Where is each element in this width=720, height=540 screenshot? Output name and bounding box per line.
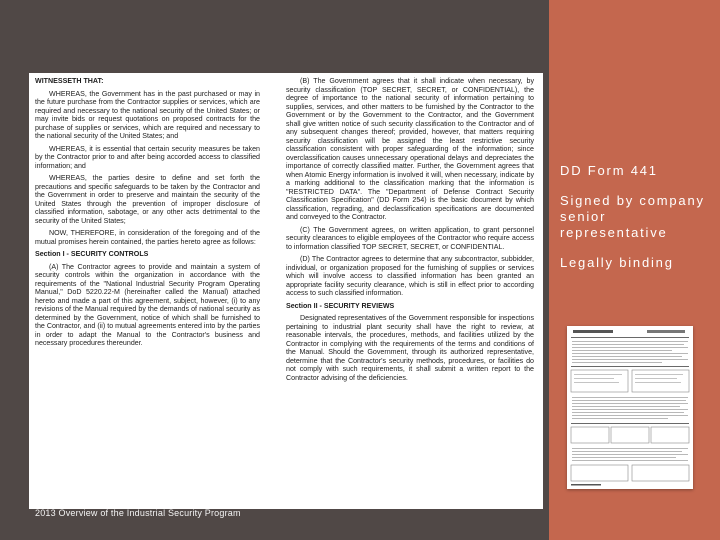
whereas-paragraph-1: WHEREAS, the Government has in the past purchased or may in the future purchase from the Contractor supplies or services, which are required and necessary to the national security of the United States; or may invite bids or request quotations on proposed contracts for the purchase of supplies or services, which are required and necessary to the national security of the United States; and	[35, 89, 260, 140]
section-1-paragraph: (A) The Contractor agrees to provide and maintain a system of security controls within the organization in accordance with the requirements of the "National Industrial Security Program Operating Manual," DoD 5220.22-M (hereinafter called the Manual) attached hereto and made a part of this agreement, subject, however, (i) to any revisions of the Manual required by the demands of national security as determined by the Government, notice of which shall be furnished to the Contractor, and (ii) to mutual agreements entered into by the parties in order to adapt the Manual to the Contractor's business and necessary procedures thereunder.	[35, 262, 260, 347]
witnesseth-heading: WITNESSETH THAT:	[35, 77, 104, 85]
therefore-paragraph: NOW, THEREFORE, in consideration of the foregoing and of the mutual promises herein contained, the parties hereto agree as follows:	[35, 229, 260, 246]
dd-form-thumbnail-graphic	[567, 326, 693, 489]
whereas-paragraph-2: WHEREAS, it is essential that certain security measures be taken by the Contractor prior to and after being accorded access to classified information; and	[35, 144, 260, 170]
dd-form-441-thumbnail-icon	[567, 326, 693, 489]
bullet-legally-binding: Legally binding	[560, 255, 674, 270]
footer-text: 2013 Overview of the Industrial Security Program	[35, 508, 241, 518]
document-right-column	[286, 77, 534, 386]
bullet-list	[560, 163, 710, 285]
bullet-signed-by-representative: Signed by company senior representative	[560, 193, 705, 240]
whereas-paragraph-3: WHEREAS, the parties desire to define and set forth the precautions and specific safeguards to be taken by the Contractor and the Government in order to preserve and maintain the security of the United States through the prevention of improper disclosure of classified information, sabotage, or any other acts detrimental to the security of the United States;	[35, 174, 260, 225]
section-2-heading: Section II - SECURITY REVIEWS	[286, 301, 395, 310]
paragraph-c: (C) The Government agrees, on written application, to grant personnel security clearances to eligible employees of the Contractor who require access to information classified TOP SECRET, SECRET, or CONFIDENTIAL.	[286, 225, 534, 251]
bullet-dd-form-441: DD Form 441	[560, 163, 658, 178]
section-1-heading: Section I - SECURITY CONTROLS	[35, 250, 149, 258]
section-2-paragraph: Designated representatives of the Government responsible for inspections pertaining to industrial plant security shall have the right to review, at reasonable intervals, the procedures, methods, and facilities utilized by the Contractor in complying with the requirements of the terms and conditions of the Manual. Should the Government, through its authorized representative, determine that the Contractor's security methods, procedures, or facilities do not comply with such requirements, it shall submit a written report to the Contractor advising of the deficiencies.	[286, 314, 534, 382]
paragraph-b: (B) The Government agrees that it shall indicate when necessary, by security classification (TOP SECRET, SECRET, or CONFIDENTIAL), the degree of importance to the national security of information pertaining to supplies, services, and other matters to be furnished by the Contractor to the Government or by the Government to the Contractor, and the Government shall give written notice of such security classification to the Contractor and of any subsequent changes thereof; provided, however, that matters requiring security classification will be assigned the least restrictive security classification consistent with proper safeguarding of the information; since overclassification causes unnecessary operational delays and depreciates the importance of correctly classified matter. Further, the Government agrees that when Atomic Energy information is involved it will, when necessary, indicate by a marking additional to the classification marking that the information is "RESTRICTED DATA". The "Department of Defense Contract Security Classification Specification" (DD Form 254) is the basic document by which classification, regrading, and declassification specifications are documented and conveyed to the Contractor.	[286, 77, 534, 221]
document-page-image	[29, 73, 543, 509]
paragraph-d: (D) The Contractor agrees to determine that any subcontractor, subbidder, individual, or organization proposed for the furnishing of supplies or services which will involve access to classified information has been granted an appropriate facility security clearance, which is still in effect prior to according access to such classified information.	[286, 255, 534, 297]
document-left-column	[35, 77, 260, 352]
